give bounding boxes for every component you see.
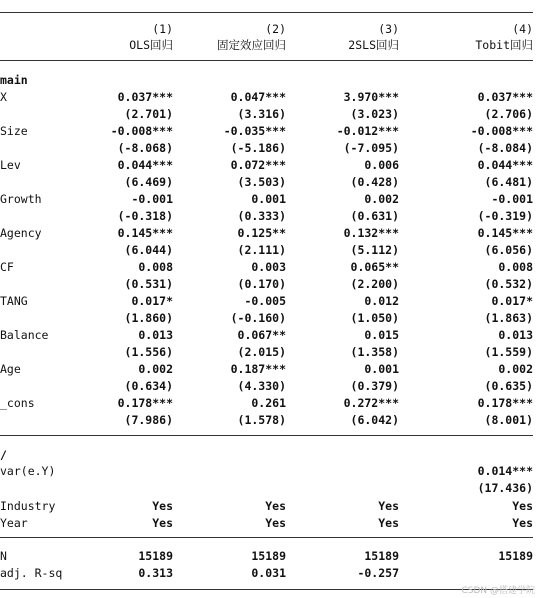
coefficient-cell: 0.072*** xyxy=(230,158,286,172)
coefficient-cell: 0.125** xyxy=(237,226,286,240)
stat-cell: 15189 xyxy=(498,549,533,563)
t-stat-cell: (1.358) xyxy=(350,345,399,359)
coefficient-cell: -0.012*** xyxy=(336,124,399,138)
t-stat-cell: (7.986) xyxy=(124,413,173,427)
coefficient-cell: 0.002 xyxy=(498,362,533,376)
header-rule xyxy=(0,60,533,61)
t-stat-cell: (0.631) xyxy=(350,209,399,223)
t-stat-cell: (0.333) xyxy=(237,209,286,223)
coefficient-cell: 0.013 xyxy=(138,328,173,342)
coefficient-cell: -0.008*** xyxy=(110,124,173,138)
t-stat-cell: (1.559) xyxy=(484,345,533,359)
stat-cell: 15189 xyxy=(138,549,173,563)
coefficient-cell: 0.178*** xyxy=(117,396,173,410)
stat-cell: 0.313 xyxy=(138,566,173,580)
coefficient-cell: 0.065** xyxy=(350,260,399,274)
stat-cell: 15189 xyxy=(364,549,399,563)
coefficient-cell: 0.261 xyxy=(251,396,286,410)
row-label: Size xyxy=(0,124,28,138)
row-label: _cons xyxy=(0,396,35,410)
fixed-effect-label: Year xyxy=(0,516,28,530)
coefficient-cell: 0.002 xyxy=(364,192,399,206)
coefficient-cell: 0.272*** xyxy=(343,396,399,410)
coefficient-cell: 0.015 xyxy=(364,328,399,342)
t-stat-cell: (0.531) xyxy=(124,277,173,291)
t-stat-cell: (1.863) xyxy=(484,311,533,325)
t-stat-cell: (0.170) xyxy=(237,277,286,291)
t-stat-cell: (-0.160) xyxy=(230,311,286,325)
fixed-effect-label: Industry xyxy=(0,499,56,513)
coefficient-cell: 0.001 xyxy=(251,192,286,206)
fixed-effect-cell: Yes xyxy=(265,516,286,530)
coefficient-cell: -0.001 xyxy=(131,192,173,206)
fixed-effect-cell: Yes xyxy=(512,499,533,513)
coefficient-cell: 0.044*** xyxy=(117,158,173,172)
coefficient-cell: 0.067** xyxy=(237,328,286,342)
coefficient-cell: 0.187*** xyxy=(230,362,286,376)
t-stat-cell: (-5.186) xyxy=(230,141,286,155)
row-label: var(e.Y) xyxy=(0,464,56,478)
coefficient-cell: 0.017* xyxy=(131,294,173,308)
coefficient-cell: 0.012 xyxy=(364,294,399,308)
t-stat-cell: (2.015) xyxy=(237,345,286,359)
fixed-effect-cell: Yes xyxy=(512,516,533,530)
bottom-rule xyxy=(0,589,533,590)
fixed-effect-cell: Yes xyxy=(378,499,399,513)
t-stat-cell: (4.330) xyxy=(237,379,286,393)
fixed-effect-cell: Yes xyxy=(265,499,286,513)
t-stat-cell: (5.112) xyxy=(350,243,399,257)
t-stat-cell: (3.023) xyxy=(350,107,399,121)
t-stat-cell: (2.701) xyxy=(124,107,173,121)
coefficient-cell: 0.044*** xyxy=(477,158,533,172)
coefficient-cell: 0.145*** xyxy=(117,226,173,240)
row-label: Age xyxy=(0,362,21,376)
coefficient-cell: 0.001 xyxy=(364,362,399,376)
t-stat-cell: (-0.319) xyxy=(477,209,533,223)
t-stat-cell: (3.503) xyxy=(237,175,286,189)
t-stat-cell: (-8.068) xyxy=(117,141,173,155)
t-stat-cell: (6.042) xyxy=(350,413,399,427)
t-stat-cell: (2.111) xyxy=(237,243,286,257)
coefficient-cell: 0.008 xyxy=(138,260,173,274)
coefficient-cell: 0.037*** xyxy=(477,90,533,104)
stat-cell: -0.257 xyxy=(357,566,399,580)
main-section-rule xyxy=(0,435,533,436)
column-number: (1) xyxy=(152,22,173,36)
coefficient-cell: 3.970*** xyxy=(343,90,399,104)
t-stat-cell: (-7.095) xyxy=(343,141,399,155)
coefficient-cell: 0.013 xyxy=(498,328,533,342)
column-name: OLS回归 xyxy=(129,38,173,52)
column-name: 2SLS回归 xyxy=(348,38,399,52)
row-label: Lev xyxy=(0,158,21,172)
t-stat-cell: (6.481) xyxy=(484,175,533,189)
coefficient-cell: 0.132*** xyxy=(343,226,399,240)
stats-rule xyxy=(0,537,533,538)
column-name: 固定效应回归 xyxy=(217,38,286,52)
row-label: CF xyxy=(0,260,14,274)
top-rule xyxy=(0,12,533,13)
row-label: Growth xyxy=(0,192,42,206)
coefficient-cell: -0.035*** xyxy=(223,124,286,138)
coefficient-cell: 0.178*** xyxy=(477,396,533,410)
watermark: CSDN @搭建学院 xyxy=(461,586,535,596)
t-stat-cell: (-8.084) xyxy=(477,141,533,155)
stat-label: N xyxy=(0,549,7,563)
row-label: Agency xyxy=(0,226,42,240)
coefficient-cell: 0.006 xyxy=(364,158,399,172)
stat-cell: 0.031 xyxy=(251,566,286,580)
t-stat-cell: (0.428) xyxy=(350,175,399,189)
coefficient-cell: -0.008*** xyxy=(470,124,533,138)
t-stat-cell: (-0.318) xyxy=(117,209,173,223)
t-stat-cell: (6.469) xyxy=(124,175,173,189)
column-number: (3) xyxy=(378,22,399,36)
t-stat-cell: (8.001) xyxy=(484,413,533,427)
t-stat-cell: (2.706) xyxy=(484,107,533,121)
t-stat-cell: (6.056) xyxy=(484,243,533,257)
t-stat-cell: (0.634) xyxy=(124,379,173,393)
coefficient-cell: 0.003 xyxy=(251,260,286,274)
fixed-effect-cell: Yes xyxy=(378,516,399,530)
t-stat-cell: (0.635) xyxy=(484,379,533,393)
coefficient-cell: 0.014*** xyxy=(477,464,533,478)
t-stat-cell: (17.436) xyxy=(477,481,533,495)
column-name: Tobit回归 xyxy=(475,38,533,52)
t-stat-cell: (0.379) xyxy=(350,379,399,393)
t-stat-cell: (1.050) xyxy=(350,311,399,325)
coefficient-cell: 0.008 xyxy=(498,260,533,274)
coefficient-cell: 0.037*** xyxy=(117,90,173,104)
coefficient-cell: 0.047*** xyxy=(230,90,286,104)
section-label-slash: / xyxy=(0,448,7,462)
fixed-effect-cell: Yes xyxy=(152,516,173,530)
coefficient-cell: -0.005 xyxy=(244,294,286,308)
t-stat-cell: (1.556) xyxy=(124,345,173,359)
t-stat-cell: (1.578) xyxy=(237,413,286,427)
row-label: X xyxy=(0,90,7,104)
coefficient-cell: -0.001 xyxy=(491,192,533,206)
coefficient-cell: 0.017* xyxy=(491,294,533,308)
stat-label: adj. R-sq xyxy=(0,566,63,580)
t-stat-cell: (0.532) xyxy=(484,277,533,291)
section-label-main: main xyxy=(0,73,28,87)
column-number: (2) xyxy=(265,22,286,36)
t-stat-cell: (1.860) xyxy=(124,311,173,325)
row-label: Balance xyxy=(0,328,49,342)
stat-cell: 15189 xyxy=(251,549,286,563)
column-number: (4) xyxy=(512,22,533,36)
fixed-effect-cell: Yes xyxy=(152,499,173,513)
t-stat-cell: (6.044) xyxy=(124,243,173,257)
t-stat-cell: (3.316) xyxy=(237,107,286,121)
t-stat-cell: (2.200) xyxy=(350,277,399,291)
coefficient-cell: 0.002 xyxy=(138,362,173,376)
coefficient-cell: 0.145*** xyxy=(477,226,533,240)
row-label: TANG xyxy=(0,294,28,308)
